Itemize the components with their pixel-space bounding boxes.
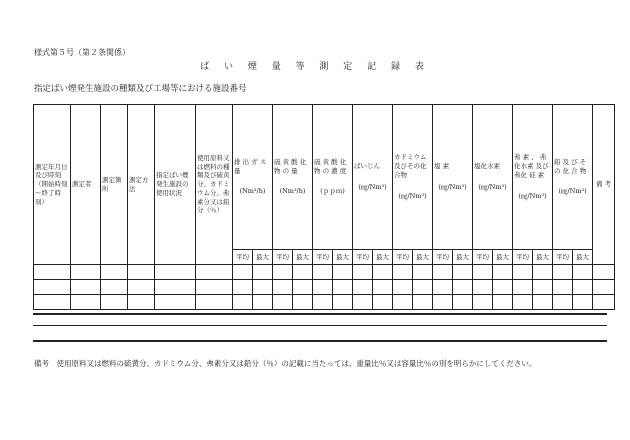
form-number: 様式第５号（第２条関係） — [34, 48, 130, 57]
header-facility-status: 指定ばい煙発生施設の使用状況 — [155, 105, 196, 265]
form-title: ば い 煙 量 等 測 定 記 録 表 — [200, 62, 430, 72]
header-gas-flow: 排 出 ガ ス 量 (Nm³/h) — [233, 105, 273, 250]
sub-max: 最大 — [253, 250, 273, 265]
sub-max: 最大 — [453, 250, 473, 265]
header-cadmium: カドミウム及びその化合物 (㎎/Nm³) — [393, 105, 433, 250]
sub-max: 最大 — [333, 250, 353, 265]
table-row — [34, 280, 615, 295]
sub-avg: 平均 — [313, 250, 333, 265]
section-rule-mid — [33, 325, 607, 326]
sub-avg: 平均 — [393, 250, 413, 265]
table-row — [34, 295, 615, 310]
header-remarks: 備 考 — [593, 105, 615, 265]
header-chlorine: 塩 素 (㎎/Nm³) — [433, 105, 473, 250]
sub-max: 最大 — [573, 250, 593, 265]
header-sox-concentration: 硫 黄 酸 化 物 の 濃 度 (ｐｐｍ) — [313, 105, 353, 250]
sub-avg: 平均 — [433, 250, 453, 265]
sub-max: 最大 — [493, 250, 513, 265]
measurement-record-table — [33, 104, 615, 310]
header-hcl: 塩化水素 (㎎/Nm³) — [473, 105, 513, 250]
sub-avg: 平均 — [273, 250, 293, 265]
table-row — [34, 265, 615, 280]
sub-avg: 平均 — [353, 250, 373, 265]
header-measurer: 測定者 — [71, 105, 101, 265]
sub-avg: 平均 — [233, 250, 253, 265]
sub-max: 最大 — [373, 250, 393, 265]
sub-max: 最大 — [413, 250, 433, 265]
sub-max: 最大 — [293, 250, 313, 265]
header-method: 測定方法 — [128, 105, 155, 265]
header-fluorine: 弗 素 、 弗化水素 及び弗化 硅 素 (㎎/Nm³) — [513, 105, 553, 250]
facility-subtitle: 指定ばい煙発生施設の種類及び工場等における施設番号 — [34, 84, 247, 94]
section-rule-bottom — [33, 340, 607, 342]
header-lead: 鉛 及 び そ の 化 合 物 (㎎/Nm³) — [553, 105, 593, 250]
sub-avg: 平均 — [513, 250, 533, 265]
header-fuel-ratio: 使用原料又は燃料の種類及び硫黄分、カドミウム分、弗素分又は鉛分（％） — [196, 105, 233, 265]
header-sox-amount: 硫 黄 酸 化 物 の 量 (Nm³/h) — [273, 105, 313, 250]
header-dust: ばいじん (㎎/Nm³) — [353, 105, 393, 250]
footnote: 備考 使用原料又は燃料の硫黄分、カドミウム分、弗素分又は鉛分（％）の記載に当たっては、重量比％又は容量比％の別を明らかにしてください。 — [34, 359, 537, 368]
header-location: 測定箇所 — [101, 105, 128, 265]
sub-max: 最大 — [533, 250, 553, 265]
section-rule-top — [33, 313, 607, 315]
header-datetime: 測定年月日及び時刻 （開始時刻～終了時刻） — [34, 105, 71, 265]
sub-avg: 平均 — [553, 250, 573, 265]
sub-avg: 平均 — [473, 250, 493, 265]
